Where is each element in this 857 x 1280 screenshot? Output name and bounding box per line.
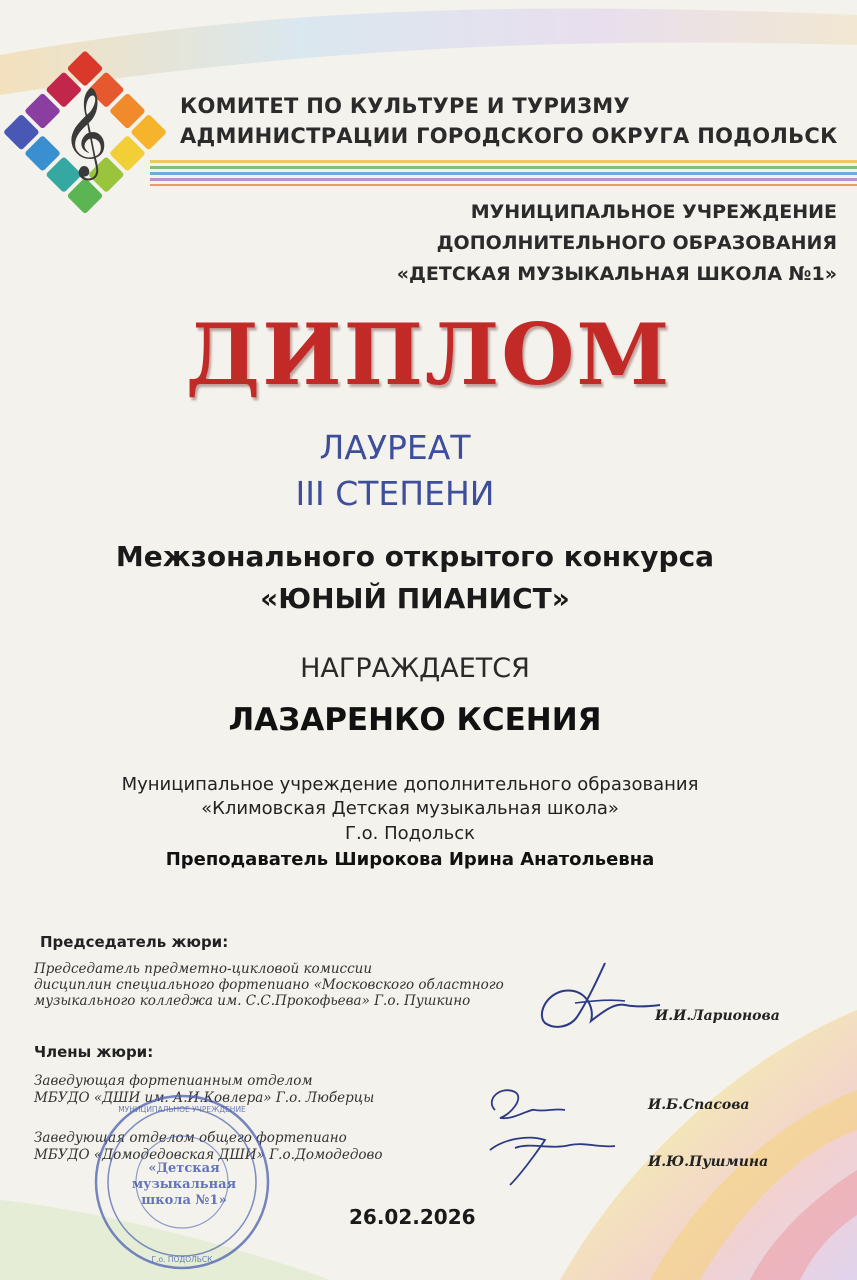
jury-chair-name: И.И.Ларионова bbox=[655, 1008, 780, 1024]
jury-member2-line-2: МБУДО «Домодедовская ДШИ» Г.о.Домодедово bbox=[34, 1147, 383, 1163]
treble-clef-icon: 𝄞 bbox=[61, 87, 109, 177]
school-logo bbox=[0, 40, 175, 230]
stamp-center-line-1: «Детская bbox=[148, 1161, 220, 1176]
contest-line-1: Межзонального открытого конкурса bbox=[115, 540, 715, 573]
teacher-line: Преподаватель Широкова Ирина Анатольевна bbox=[165, 849, 655, 870]
school-line-2: «Климовская Детская музыкальная школа» bbox=[201, 798, 619, 819]
stamp-center-line-2: музыкальная bbox=[131, 1177, 237, 1192]
jury-member1-name: И.Б.Спасова bbox=[648, 1097, 750, 1113]
jury-member1-line-1: Заведующая фортепианным отделом bbox=[34, 1073, 313, 1089]
awarded-label: НАГРАЖДАЕТСЯ bbox=[300, 653, 530, 684]
recipient-name: ЛАЗАРЕНКО КСЕНИЯ bbox=[228, 702, 602, 738]
jury-chair-heading: Председатель жюри: bbox=[40, 933, 229, 951]
diploma-title: ДИПЛОМ bbox=[185, 305, 672, 404]
jury-chair-line-3: музыкального колледжа им. С.С.Прокофьева» Г.о. Пушкино bbox=[34, 993, 471, 1009]
svg-text:МУНИЦИПАЛЬНОЕ УЧРЕЖДЕНИЕ: МУНИЦИПАЛЬНОЕ УЧРЕЖДЕНИЕ bbox=[118, 1105, 246, 1114]
jury-member2-name: И.Ю.Пушмина bbox=[648, 1154, 769, 1170]
jury-chair-line-2: дисциплин специального фортепиано «Московского областного bbox=[34, 977, 504, 993]
jury-member2-line-1: Заведующая отделом общего фортепиано bbox=[34, 1130, 347, 1146]
institution-line-2: ДОПОЛНИТЕЛЬНОГО ОБРАЗОВАНИЯ bbox=[436, 232, 837, 254]
school-line-3: Г.о. Подольск bbox=[344, 823, 476, 844]
jury-members-heading: Члены жюри: bbox=[34, 1043, 154, 1061]
institution-line-1: МУНИЦИПАЛЬНОЕ УЧРЕЖДЕНИЕ bbox=[470, 201, 837, 223]
official-stamp bbox=[92, 1092, 272, 1272]
stamp-center-line-3: школа №1» bbox=[141, 1193, 227, 1208]
member-signatures bbox=[475, 1080, 625, 1190]
chair-signature bbox=[515, 955, 665, 1040]
issue-date: 26.02.2026 bbox=[349, 1205, 476, 1229]
contest-line-2: «ЮНЫЙ ПИАНИСТ» bbox=[260, 582, 570, 615]
committee-line-2: АДМИНИСТРАЦИИ ГОРОДСКОГО ОКРУГА ПОДОЛЬСК bbox=[180, 124, 838, 148]
award-line-1: ЛАУРЕАТ bbox=[319, 428, 471, 467]
award-line-2: III СТЕПЕНИ bbox=[295, 474, 495, 513]
svg-text:Г.о. ПОДОЛЬСК: Г.о. ПОДОЛЬСК bbox=[151, 1255, 213, 1264]
committee-line-1: КОМИТЕТ ПО КУЛЬТУРЕ И ТУРИЗМУ bbox=[180, 94, 630, 118]
institution-line-3: «ДЕТСКАЯ МУЗЫКАЛЬНАЯ ШКОЛА №1» bbox=[396, 263, 837, 285]
school-line-1: Муниципальное учреждение дополнительного образования bbox=[121, 774, 699, 795]
jury-member1-line-2: МБУДО «ДШИ им. А.И.Ковлера» Г.о. Люберцы bbox=[34, 1090, 375, 1106]
jury-chair-line-1: Председатель предметно-цикловой комиссии bbox=[34, 961, 373, 977]
